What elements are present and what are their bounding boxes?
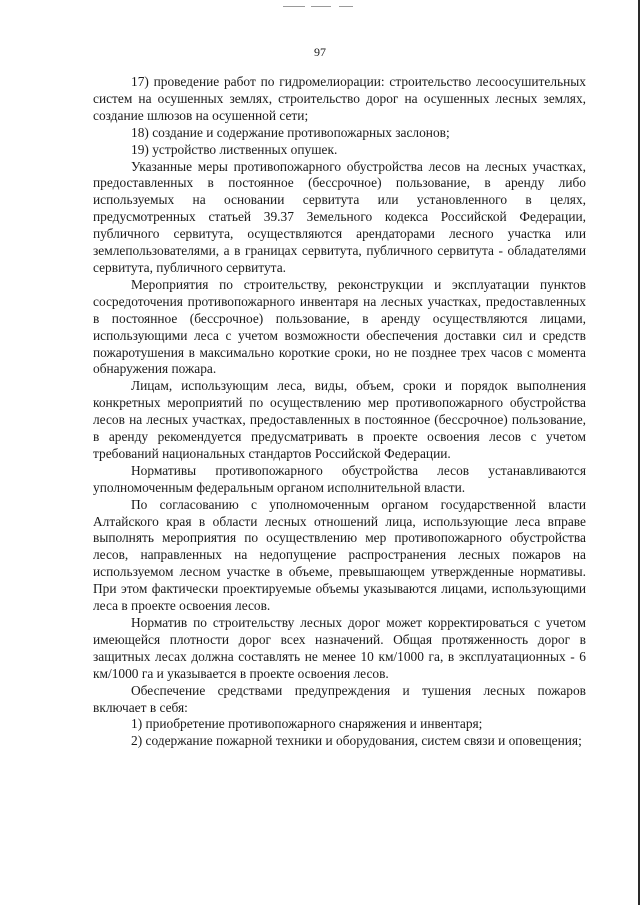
- paragraph-item-17: 17) проведение работ по гидромелиорации: строительство лесоосушительных систем на осушенных землях, строительство дорог на осушенных лесных землях, создание шлюзов на осушенной сети;: [93, 74, 586, 123]
- paragraph-item-19: 19) устройство лиственных опушек.: [131, 141, 338, 157]
- list-item-1: 1) приобретение противопожарного снаряжения и инвентаря;: [131, 716, 483, 732]
- scan-header-marks: [283, 6, 353, 9]
- paragraph-roads-norm: Норматив по строительству лесных дорог может корректироваться с учетом имеющейся плотности дорог всех назначений. Общая протяженность дорог в защитных лесах должна составлять не менее 10 км/1000 га, в эксплуатационных - 6 км/1000 га и указывается в проекте освоения лесов.: [93, 615, 586, 681]
- document-body: [93, 74, 586, 750]
- paragraph-norms: Нормативы противопожарного обустройства лесов устанавливаются уполномоченным федеральным органом исполнительной власти.: [93, 462, 586, 495]
- list-item-2: 2) содержание пожарной техники и оборудования, систем связи и оповещения;: [131, 733, 582, 749]
- paragraph-measures: Указанные меры противопожарного обустройства лесов на лесных участках, предоставленных в постоянное (бессрочное) пользование, в аренду либо используемых на основании сервитута или установленного в целях, предусмотренных статьей 39.37 Земельного кодекса Российской Федерации, публичного сервитута, осуществляются арендаторами лесного участка или землепользователями, а в границах сервитута, публичного сервитута - обладателями сервитута, публичного сервитута.: [93, 158, 586, 275]
- paragraph-forest-users: Лицам, использующим леса, виды, объем, сроки и порядок выполнения конкретных мероприятий по осуществлению мер противопожарного обустройства лесов на лесных участках, предоставленных в постоянное (бессрочное) пользование, в аренду рекомендуется предусматривать в проекте освоения лесов с учетом требований национальных стандартов Российской Федерации.: [93, 378, 586, 461]
- paragraph-agreement: По согласованию с уполномоченным органом государственной власти Алтайского края в области лесных отношений лица, использующие леса вправе выполнять мероприятия по осуществлению мер противопожарного обустройства лесов, направленных на недопущение распространения лесных пожаров на используемом лесном участке в объеме, превышающем утвержденные нормативы. При этом фактически проектируемые объемы указываются лицами, использующими леса в проекте освоения лесов.: [93, 496, 586, 614]
- paragraph-item-18: 18) создание и содержание противопожарных заслонов;: [131, 124, 450, 140]
- paragraph-activities: Мероприятия по строительству, реконструкции и эксплуатации пунктов сосредоточения противопожарного инвентаря на лесных участках, предоставленных в постоянное (бессрочное) пользование, в аренду осуществляются лицами, использующими леса с учетом возможности обеспечения доставки сил и средств пожаротушения в максимально короткие сроки, но не позднее трех часов с момента обнаружения пожара.: [93, 276, 586, 377]
- page-number: 97: [314, 45, 326, 59]
- paragraph-provision: Обеспечение средствами предупреждения и тушения лесных пожаров включает в себя:: [93, 682, 586, 715]
